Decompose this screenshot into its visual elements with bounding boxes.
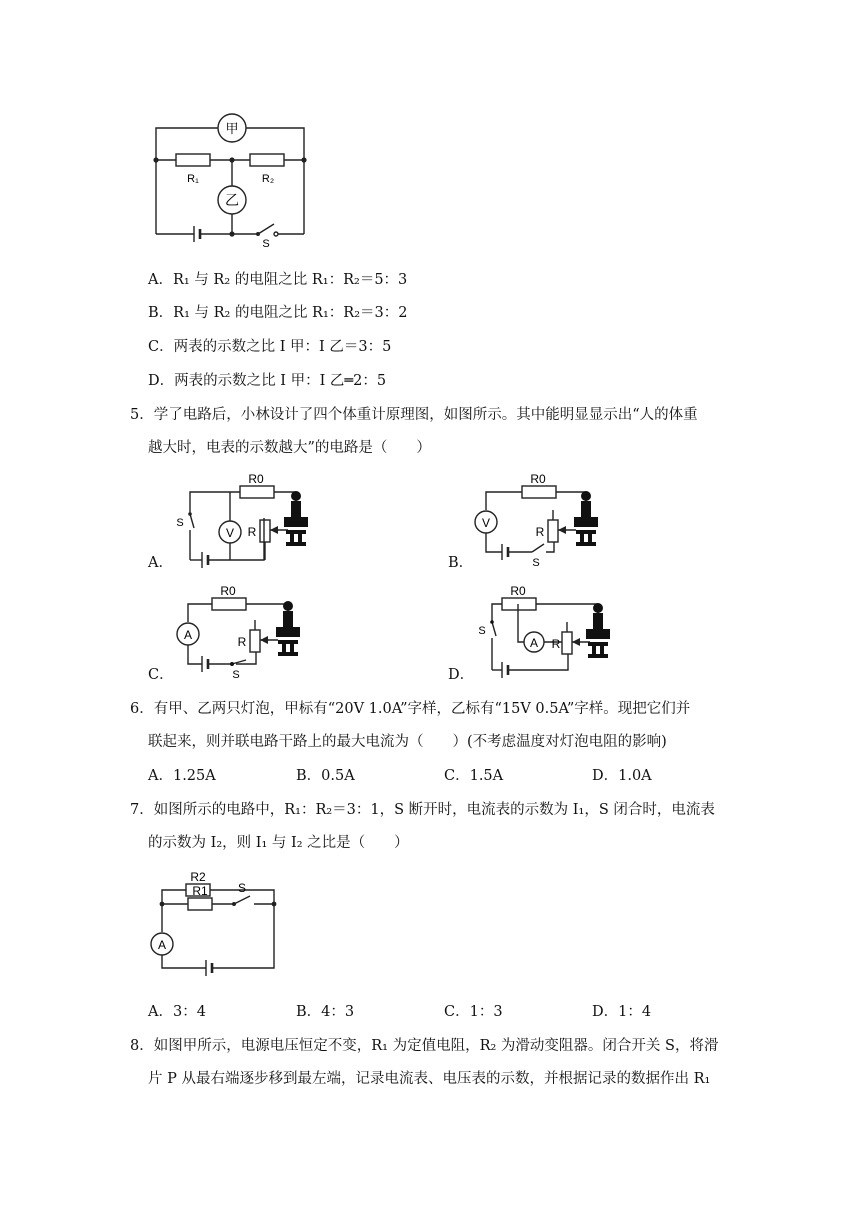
q5-fig-a <box>170 470 330 570</box>
meter-jia-label: 甲 <box>225 121 239 136</box>
q7-option-c: C．1：3 <box>444 1004 503 1020</box>
q7-option-b: B．4：3 <box>296 1004 355 1020</box>
q6-option-d: D．1.0A <box>592 768 652 784</box>
q5d-s: S <box>478 625 486 637</box>
q7-s-label: S <box>237 881 247 895</box>
meter-yi-label: 乙 <box>225 192 239 208</box>
q4-option-c: C．两表的示数之比 I 甲：I 乙＝3：5 <box>148 339 392 355</box>
q6-option-a: A．1.25A <box>148 768 216 784</box>
q5-stem-line1: 5．学了电路后，小林设计了四个体重计原理图，如图所示。其中能明显显示出“人的体重 <box>130 407 698 423</box>
q5-fig-a-label: A． <box>148 555 173 571</box>
r1-label: R₁ <box>187 173 199 185</box>
q6-option-b: B．0.5A <box>296 768 355 784</box>
q7-r1-label: R1 <box>192 884 208 898</box>
q7-stem-line1: 7．如图所示的电路中，R₁：R₂＝3：1，S 断开时，电流表的示数为 I₁，S 闭合时，电流表 <box>130 802 715 818</box>
q4-option-b: B．R₁ 与 R₂ 的电阻之比 R₁：R₂＝3：2 <box>148 305 408 321</box>
q5b-r0: R0 <box>530 472 546 486</box>
q5b-r: R <box>535 525 545 539</box>
q6-option-c: C．1.5A <box>444 768 504 784</box>
q5-fig-d <box>472 582 632 682</box>
q4-option-a: A．R₁ 与 R₂ 的电阻之比 R₁：R₂＝5：3 <box>148 272 408 288</box>
q4-circuit-figure <box>150 108 310 248</box>
r2-label: R₂ <box>261 173 275 185</box>
q8-stem-line2: 片 P 从最右端逐步移到最左端，记录电流表、电压表的示数，并根据记录的数据作出 R₁ <box>148 1071 711 1087</box>
q6-stem-line2: 联起来，则并联电路干路上的最大电流为（ ）(不考虑温度对灯泡电阻的影响) <box>148 734 667 750</box>
q5b-meter: V <box>481 516 491 530</box>
q7-option-a: A．3：4 <box>148 1004 206 1020</box>
q5c-r: R <box>237 635 247 649</box>
q5c-meter: A <box>183 628 193 642</box>
q5c-r0: R0 <box>220 584 236 598</box>
q5-fig-c-label: C． <box>148 667 174 683</box>
q5a-meter: V <box>225 526 235 540</box>
q7-circuit-figure <box>150 868 280 978</box>
q7-r2-label: R2 <box>190 870 206 884</box>
q5a-r: R <box>247 525 257 539</box>
q5-fig-b <box>472 470 632 570</box>
q5b-s: S <box>532 557 540 569</box>
q7-meter-label: A <box>157 938 167 952</box>
q5c-s: S <box>232 669 240 680</box>
q5d-r: R <box>551 637 561 651</box>
q5a-r0: R0 <box>248 472 264 486</box>
q5d-meter: A <box>529 636 539 650</box>
q8-stem-line1: 8．如图甲所示，电源电压恒定不变，R₁ 为定值电阻，R₂ 为滑动变阻器。闭合开关 S，将滑 <box>130 1038 719 1054</box>
q5a-s: S <box>176 517 184 529</box>
q4-option-d: D．两表的示数之比 I 甲：I 乙═2：5 <box>148 373 387 389</box>
q7-option-d: D．1：4 <box>592 1004 652 1020</box>
q5-stem-line2: 越大时，电表的示数越大”的电路是（ ） <box>148 440 431 456</box>
q5-fig-c <box>172 580 332 680</box>
q7-stem-line2: 的示数为 I₂，则 I₁ 与 I₂ 之比是（ ） <box>148 835 409 851</box>
q6-stem-line1: 6．有甲、乙两只灯泡，甲标有“20V 1.0A”字样，乙标有“15V 0.5A”字样。现把它们并 <box>130 701 691 717</box>
q5d-r0: R0 <box>510 584 526 598</box>
q5-fig-b-label: B． <box>448 555 474 571</box>
q5-fig-d-label: D． <box>448 667 475 683</box>
switch-label: S <box>262 238 270 248</box>
